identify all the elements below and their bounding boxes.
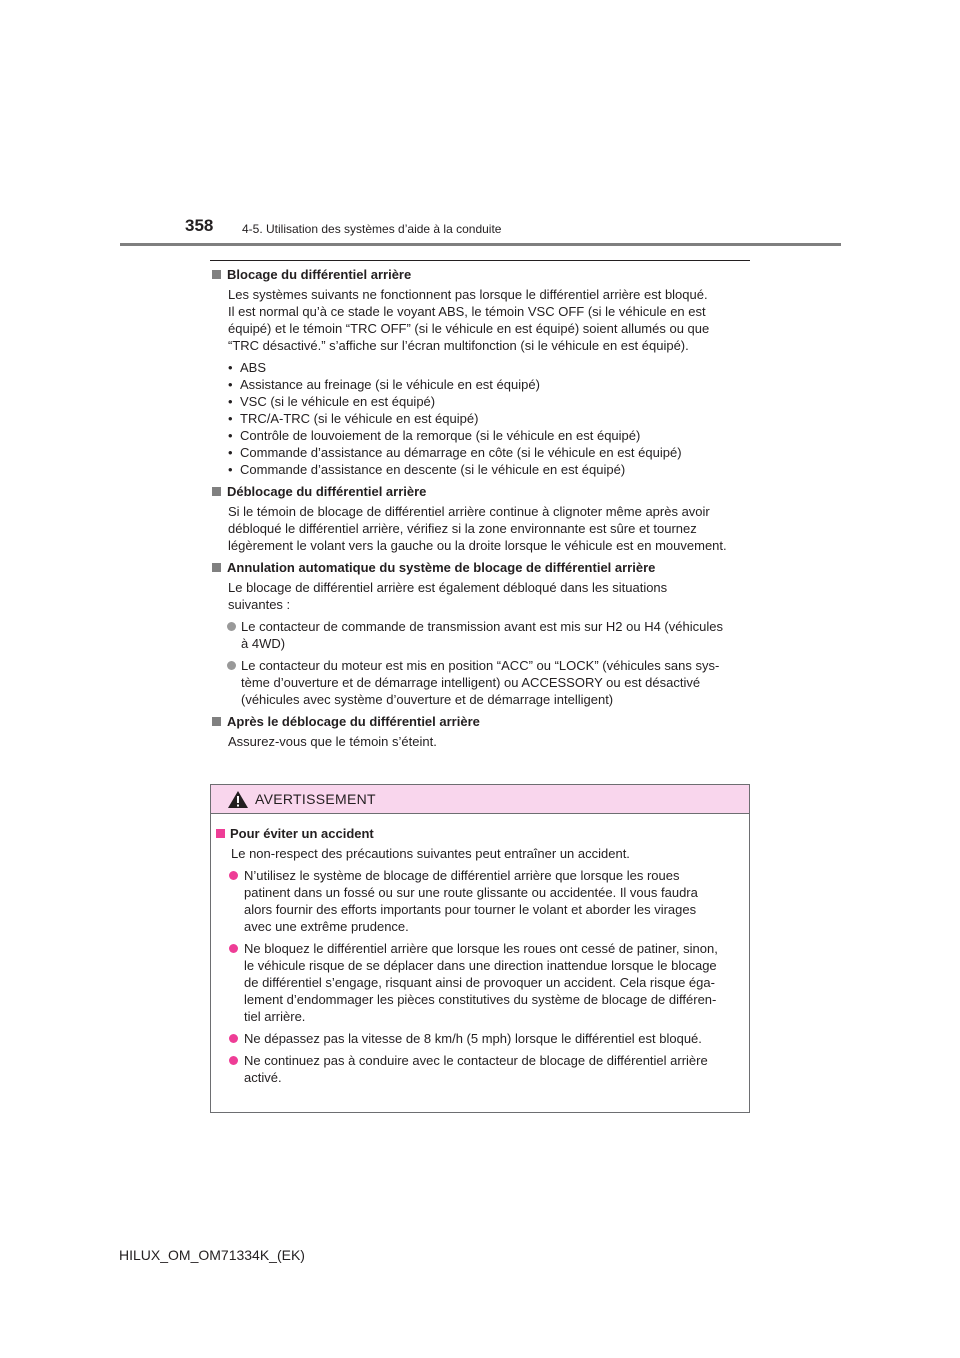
section-heading-text: Blocage du différentiel arrière (227, 267, 412, 282)
section-paragraph (210, 733, 748, 750)
section-paragraph (210, 503, 748, 554)
paragraph-line: équipé) et le témoin “TRC OFF” (si le véhicule en est équipé) soient allumés ou que (228, 321, 710, 336)
section-heading (210, 559, 748, 576)
warning-triangle-icon (227, 790, 249, 814)
footer-doc-code: HILUX_OM_OM71334K_(EK) (119, 1247, 305, 1263)
square-bullet-icon (212, 270, 221, 279)
warning-body (211, 814, 749, 1086)
bullet-item: • Commande d’assistance en descente (si le véhicule en est équipé) (228, 462, 626, 477)
warning-section-heading: Pour éviter un accident (214, 825, 743, 842)
section-heading (210, 266, 748, 283)
circle-bullet-icon (229, 1056, 238, 1065)
paragraph-line: Assurez-vous que le témoin s’éteint. (228, 734, 437, 749)
section-heading (210, 713, 748, 730)
page-number: 358 (185, 216, 214, 235)
section-heading (210, 483, 748, 500)
paragraph-line: Si le témoin de blocage de différentiel arrière continue à clignoter même après avoir (228, 504, 710, 519)
circle-bullet-icon (227, 661, 236, 670)
square-bullet-icon (212, 717, 221, 726)
bullet-item: • Contrôle de louvoiement de la remorque (si le véhicule en est équipé) (228, 428, 641, 443)
circle-bullet-icon (229, 1034, 238, 1043)
bullet-item: • Commande d’assistance au démarrage en côte (si le véhicule en est équipé) (228, 445, 682, 460)
circle-list-item: Le contacteur du moteur est mis en position “ACC” ou “LOCK” (véhicules sans sys- tème d’ouverture et de démarrage intelligent) ou ACCESSORY ou est désactivé (véhicules avec système d’ouverture et de démarrage intelligent) (210, 657, 748, 708)
warning-intro: Le non-respect des précautions suivantes peut entraîner un accident. (231, 846, 630, 861)
paragraph-line: Le blocage de différentiel arrière est également débloqué dans les situations (228, 580, 668, 595)
paragraph-line: Les systèmes suivants ne fonctionnent pas lorsque le différentiel arrière est bloqué. (228, 287, 708, 302)
warning-item: Ne dépassez pas la vitesse de 8 km/h (5 mph) lorsque le différentiel est bloqué. (214, 1030, 743, 1047)
square-bullet-icon (216, 829, 225, 838)
circle-bullet-icon (227, 622, 236, 631)
warning-item: N’utilisez le système de blocage de différentiel arrière que lorsque les roues patinent dans un fossé ou sur une route glissante ou accidentée. Il vous faudra alors fournir des efforts importants pour tourner le volant et aborder les virages avec une extrême prudence. (214, 867, 743, 935)
circle-list-item: Le contacteur de commande de transmission avant est mis sur H2 ou H4 (véhicules à 4WD) (210, 618, 748, 652)
bullet-list (210, 359, 748, 478)
circle-bullet-icon (229, 944, 238, 953)
bullet-item: • Assistance au freinage (si le véhicule en est équipé) (228, 377, 540, 392)
paragraph-line: débloqué le différentiel arrière, vérifiez si la zone environnante est sûre et tournez (228, 521, 697, 536)
section-heading-text: Déblocage du différentiel arrière (227, 484, 427, 499)
bullet-item: • VSC (si le véhicule en est équipé) (228, 394, 436, 409)
circle-bullet-icon (229, 871, 238, 880)
section-paragraph (210, 286, 748, 354)
bullet-item: • ABS (228, 360, 267, 375)
bullet-item: • TRC/A-TRC (si le véhicule en est équipé) (228, 411, 479, 426)
section-heading-text: Annulation automatique du système de blocage de différentiel arrière (227, 560, 656, 575)
section-heading-text: Après le déblocage du différentiel arrière (227, 714, 480, 729)
paragraph-line: Il est normal qu’à ce stade le voyant ABS, le témoin VSC OFF (si le véhicule en est (228, 304, 706, 319)
paragraph-line: “TRC désactivé.” s’affiche sur l’écran multifonction (si le véhicule en est équipé). (228, 338, 689, 353)
square-bullet-icon (212, 563, 221, 572)
paragraph-line: légèrement le volant vers la gauche ou la droite lorsque le véhicule est en mouvement. (228, 538, 727, 553)
content-rule (210, 260, 750, 261)
warning-title: AVERTISSEMENT (255, 791, 376, 807)
section-title: 4-5. Utilisation des systèmes d’aide à la conduite (242, 222, 502, 236)
paragraph-line: suivantes : (228, 597, 291, 612)
section-paragraph (210, 579, 748, 613)
square-bullet-icon (212, 487, 221, 496)
main-content (210, 266, 748, 755)
warning-box (210, 784, 750, 1113)
warning-header (211, 785, 749, 814)
header-rule (120, 243, 841, 246)
warning-item: Ne continuez pas à conduire avec le contacteur de blocage de différentiel arrière activé. (214, 1052, 743, 1086)
warning-item: Ne bloquez le différentiel arrière que lorsque les roues ont cessé de patiner, sinon, le véhicule risque de se déplacer dans une direction inattendue lorsque le blocage de différentiel s’engage, risquant ainsi de provoquer un accident. Cela risque éga- lement d’endommager les pièces constitutives du système de blocage de différen- tiel arrière. (214, 940, 743, 1025)
